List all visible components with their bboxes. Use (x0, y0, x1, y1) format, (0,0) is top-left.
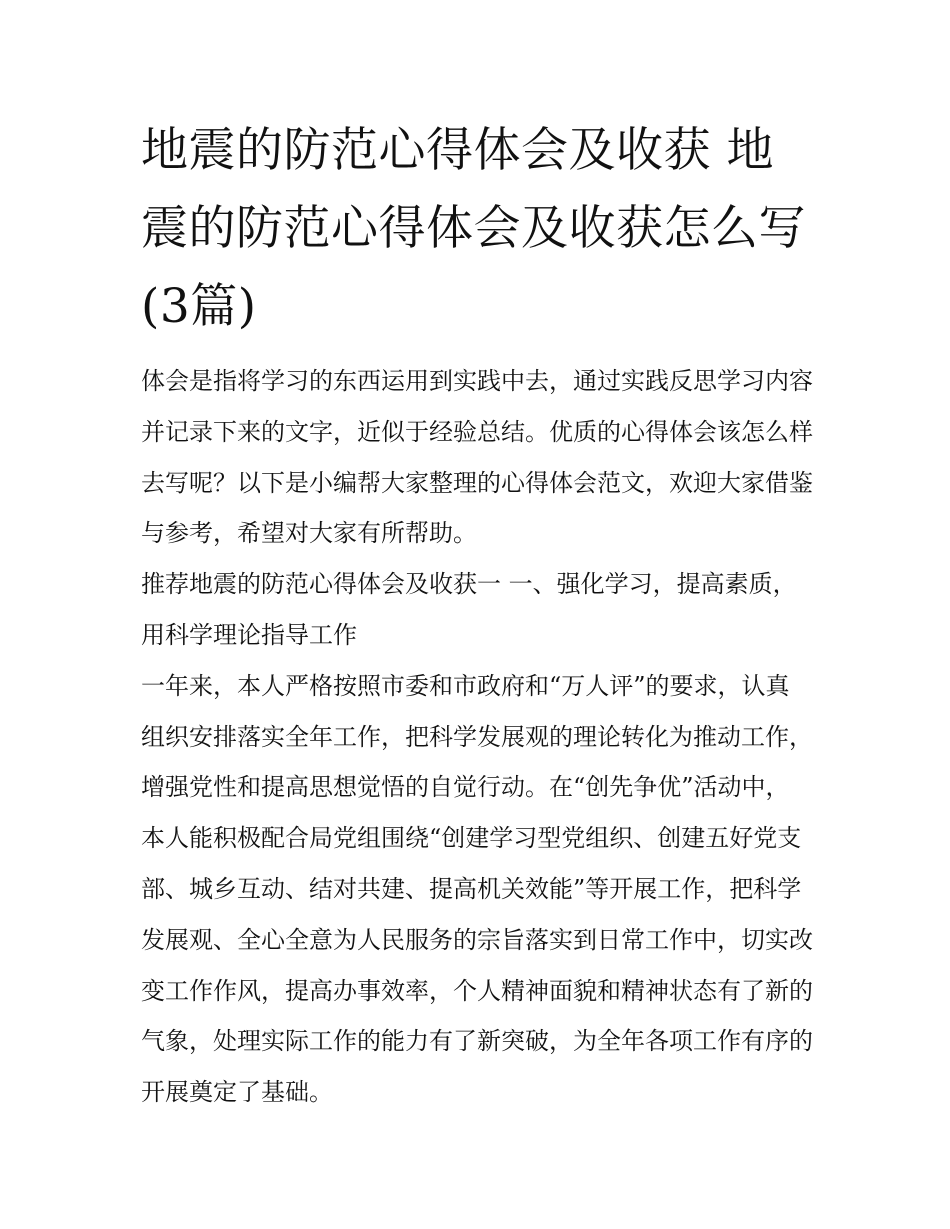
intro-paragraph: 体会是指将学习的东西运用到实践中去，通过实践反思学习内容并记录下来的文字，近似于经验总结。优质的心得体会该怎么样去写呢？以下是小编帮大家整理的心得体会范文，欢迎大家借鉴与参考，希望对大家有所帮助。 (141, 367, 813, 548)
section-heading-paragraph: 推荐地震的防范心得体会及收获一 一、强化学习，提高素质，用科学理论指导工作 (141, 570, 797, 649)
document-page (141, 112, 813, 1118)
body-paragraph: 一年来，本人严格按照市委和市政府和“万人评”的要求，认真组织安排落实全年工作，把科学发展观的理论转化为推动工作，增强党性和提高思想觉悟的自觉行动。在“创先争优”活动中，本人能积极配合局党组围绕“创建学习型党组织、创建五好党支部、城乡互动、结对共建、提高机关效能”等开展工作，把科学发展观、全心全意为人民服务的宗旨落实到日常工作中，切实改变工作作风，提高办事效率，个人精神面貌和精神状态有了新的气象，处理实际工作的能力有了新突破，为全年各项工作有序的开展奠定了基础。 (141, 671, 813, 1107)
document-title: 地震的防范心得体会及收获 地震的防范心得体会及收获怎么写(3篇) (141, 123, 806, 334)
